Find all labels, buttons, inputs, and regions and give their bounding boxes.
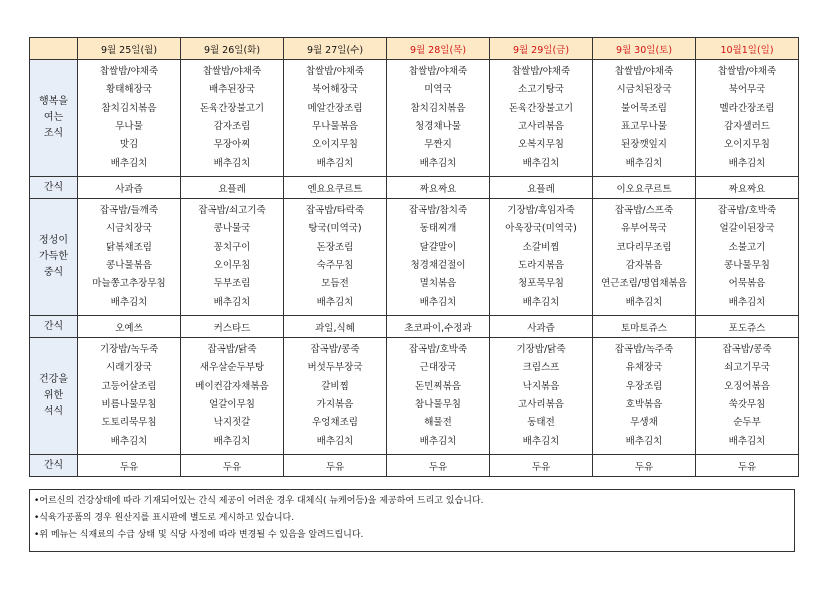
menu-item: 우엉채조림: [312, 417, 358, 429]
note-line: •위 메뉴는 식재료의 수급 상태 및 식당 사정에 따라 변경될 수 있음을 알려드립니다.: [34, 530, 364, 540]
menu-item: 오이무침: [213, 260, 251, 271]
menu-item: 꽁치구이: [213, 241, 251, 253]
meal-cell: [284, 199, 387, 316]
menu-item: 잡곡밥/들깨죽: [99, 204, 159, 216]
snack-cell: 두유: [593, 455, 696, 477]
meal-cell: [284, 60, 387, 177]
menu-item: 배추김치: [625, 435, 663, 447]
menu-item: 배추김치: [522, 296, 560, 308]
menu-item: 돈육간장불고기: [199, 102, 265, 114]
menu-item: 잡곡밥/호박죽: [408, 343, 468, 355]
meal-label: [30, 338, 78, 455]
menu-item: 불어묵조림: [621, 102, 667, 114]
day-header: 9월 28일(목): [387, 38, 490, 60]
menu-item: 참치김치볶음: [101, 102, 157, 114]
meal-cell: [78, 199, 181, 316]
menu-item: 소고기탕국: [518, 84, 564, 96]
meal-cell: [181, 60, 284, 177]
note-line: •어르신의 건강상태에 따라 기재되어있는 간식 제공이 어려운 경우 대체식( 뉴케어등)을 제공하여 드리고 있습니다.: [34, 496, 484, 506]
menu-item: 갈비찜: [321, 380, 349, 392]
menu-item: 잡곡밥/쇠고기죽: [198, 204, 266, 216]
menu-item: 기장밥/닭죽: [516, 343, 566, 355]
menu-item: 시금치장국: [106, 223, 152, 235]
meal-cell: [490, 338, 593, 455]
menu-item: 북어해장국: [312, 84, 358, 96]
menu-item: 아욱장국(미역국): [505, 223, 577, 235]
snack-row: [30, 177, 799, 199]
meal-row: [30, 338, 799, 455]
menu-item: 오징어볶음: [724, 380, 770, 392]
menu-item: 배추김치: [728, 435, 766, 447]
day-header: 9월 26일(화): [181, 38, 284, 60]
meal-cell: [78, 338, 181, 455]
snack-cell: 두유: [696, 455, 799, 477]
meal-row: [30, 199, 799, 316]
menu-item: 찹쌀밥/야채죽: [717, 65, 777, 77]
menu-item: 기장밥/녹두죽: [99, 343, 159, 355]
meal-cell: [593, 60, 696, 177]
day-header: 9월 30일(토): [593, 38, 696, 60]
meal-cell: [696, 338, 799, 455]
menu-item: 시금치된장국: [616, 84, 672, 96]
meal-cell: [181, 199, 284, 316]
menu-item: 배추김치: [316, 296, 354, 308]
menu-item: 청포묵무침: [518, 278, 564, 290]
menu-item: 유채장국: [625, 362, 663, 374]
menu-item: 배추김치: [316, 435, 354, 447]
menu-item: 무짠지: [424, 139, 452, 151]
snack-cell: 두유: [181, 455, 284, 477]
menu-item: 콩나물국: [213, 223, 251, 235]
menu-item: 배추김치: [728, 296, 766, 308]
menu-item: 표고무나물: [621, 121, 667, 132]
menu-item: 얼갈이무침: [209, 399, 255, 410]
snack-cell: 이오요쿠르트: [593, 177, 696, 199]
snack-cell: 요플레: [181, 177, 284, 199]
meal-label: [30, 199, 78, 316]
meal-row: [30, 60, 799, 177]
meal-label-text: 건강을 위한 석식: [39, 374, 68, 417]
menu-item: 고사리볶음: [518, 399, 564, 410]
snack-row: [30, 455, 799, 477]
snack-cell: 포도쥬스: [696, 316, 799, 338]
meal-cell: [78, 60, 181, 177]
menu-item: 감자볶음: [625, 260, 663, 271]
snack-cell: 두유: [284, 455, 387, 477]
meal-cell: [387, 199, 490, 316]
snack-cell: 두유: [490, 455, 593, 477]
menu-item: 오이지무침: [724, 139, 770, 151]
menu-item: 황태해장국: [106, 84, 152, 96]
menu-item: 메알간장조림: [307, 102, 363, 114]
menu-item: 미역국: [424, 84, 452, 96]
notes-box: [29, 489, 795, 552]
snack-cell: 요플레: [490, 177, 593, 199]
snack-cell: 과일,식혜: [284, 316, 387, 338]
menu-item: 근대장국: [419, 362, 457, 374]
snack-cell: 토마토쥬스: [593, 316, 696, 338]
menu-item: 돈육간장불고기: [508, 102, 574, 114]
menu-item: 어묵볶음: [728, 278, 766, 290]
menu-item: 배추김치: [213, 157, 251, 169]
menu-item: 탕국(미역국): [308, 223, 362, 235]
menu-item: 얼갈이된장국: [719, 223, 775, 235]
snack-label: 간식: [30, 316, 78, 338]
weekly-menu-table: [29, 37, 799, 477]
menu-item: 돈민찌볶음: [415, 380, 461, 392]
header-row: [30, 38, 799, 60]
menu-item: 배추김치: [625, 157, 663, 169]
meal-cell: [387, 60, 490, 177]
menu-item: 크림스프: [522, 362, 560, 374]
menu-item: 배추김치: [522, 157, 560, 169]
menu-item: 배추김치: [213, 435, 251, 447]
menu-item: 콩나물볶음: [106, 260, 152, 271]
menu-item: 마늘쫑고추장무침: [92, 278, 166, 290]
snack-cell: 초코파이,수정과: [387, 316, 490, 338]
meal-cell: [387, 338, 490, 455]
menu-item: 무생채: [630, 417, 658, 429]
menu-item: 쇠고기무국: [724, 362, 770, 374]
menu-item: 가지볶음: [316, 399, 354, 410]
menu-item: 배추김치: [316, 157, 354, 169]
menu-item: 찹쌀밥/야채죽: [408, 65, 468, 77]
menu-item: 찹쌀밥/야채죽: [614, 65, 674, 77]
meal-cell: [593, 199, 696, 316]
meal-cell: [696, 199, 799, 316]
menu-item: 감자샐러드: [724, 121, 770, 132]
menu-item: 고사리볶음: [518, 121, 564, 132]
menu-item: 청경채나물: [415, 121, 461, 132]
menu-item: 베이컨감자채볶음: [195, 380, 269, 392]
menu-item: 멜라간장조림: [719, 102, 775, 114]
menu-item: 잡곡밥/참치죽: [408, 204, 468, 216]
meal-cell: [696, 60, 799, 177]
menu-item: 달걀말이: [419, 241, 457, 253]
menu-item: 소불고기: [728, 241, 766, 253]
menu-item: 찹쌀밥/야채죽: [202, 65, 262, 77]
day-header: 9월 25일(월): [78, 38, 181, 60]
meal-label-text: 행복을 여는 조식: [39, 96, 68, 139]
menu-item: 청경채겉절이: [410, 260, 466, 271]
menu-item: 호박볶음: [625, 399, 663, 410]
menu-item: 도토리묵무침: [101, 417, 157, 429]
menu-item: 오이지무침: [312, 139, 358, 151]
menu-item: 배추김치: [419, 157, 457, 169]
note-line: •식육가공품의 경우 원산지를 표시판에 별도로 게시하고 있습니다.: [34, 513, 295, 523]
menu-item: 배추김치: [419, 435, 457, 447]
menu-item: 숙주무침: [316, 260, 354, 271]
menu-item: 찹쌀밥/야채죽: [305, 65, 365, 77]
menu-item: 배추김치: [625, 296, 663, 308]
menu-item: 잡곡밥/콩죽: [310, 343, 360, 355]
menu-item: 유부어묵국: [621, 223, 667, 235]
menu-item: 시래기장국: [106, 362, 152, 374]
menu-item: 모듬전: [321, 278, 349, 290]
meal-cell: [181, 338, 284, 455]
menu-item: 감자조림: [213, 121, 251, 132]
menu-item: 배추김치: [213, 296, 251, 308]
menu-item: 닭볶채조림: [106, 241, 152, 253]
menu-item: 멸치볶음: [419, 278, 457, 290]
menu-item: 북어무국: [728, 84, 766, 96]
snack-cell: 사과즙: [490, 316, 593, 338]
menu-item: 연근조림/명엽채볶음: [601, 278, 687, 290]
menu-item: 배추김치: [110, 296, 148, 308]
menu-item: 배추김치: [728, 157, 766, 169]
menu-item: 비름나물무침: [101, 399, 157, 410]
day-header: 9월 29일(금): [490, 38, 593, 60]
menu-item: 낙지볶음: [522, 380, 560, 392]
snack-cell: 오예쓰: [78, 316, 181, 338]
menu-item: 동태찌개: [419, 223, 457, 235]
menu-item: 무장아찌: [213, 139, 251, 151]
meal-cell: [284, 338, 387, 455]
meal-cell: [490, 60, 593, 177]
day-header: 10월1일(일): [696, 38, 799, 60]
snack-cell: 사과즙: [78, 177, 181, 199]
snack-label: 간식: [30, 455, 78, 477]
menu-item: 기장밥/흑임자죽: [507, 204, 575, 216]
snack-cell: 두유: [78, 455, 181, 477]
menu-item: 찹쌀밥/야채죽: [99, 65, 159, 77]
menu-item: 잡곡밥/녹주죽: [614, 343, 674, 355]
menu-item: 잡곡밥/콩죽: [722, 343, 772, 355]
menu-item: 낙지젓갈: [213, 417, 251, 429]
menu-item: 된장깻잎지: [621, 139, 667, 151]
menu-item: 맛김: [119, 139, 139, 151]
menu-item: 배추김치: [522, 435, 560, 447]
menu-item: 배추김치: [110, 157, 148, 169]
menu-item: 잡곡밥/스프죽: [614, 204, 674, 216]
menu-item: 도라지볶음: [518, 260, 564, 271]
menu-item: 참치김치볶음: [410, 102, 466, 114]
meal-label: [30, 60, 78, 177]
meal-label-text: 정성이 가득한 중식: [39, 235, 68, 278]
menu-item: 고등어살조림: [101, 380, 157, 392]
menu-item: 무나물: [115, 121, 143, 132]
meal-cell: [490, 199, 593, 316]
snack-cell: 짜요짜요: [696, 177, 799, 199]
snack-row: [30, 316, 799, 338]
menu-item: 배추김치: [110, 435, 148, 447]
menu-item: 소갈비찜: [522, 241, 560, 253]
menu-item: 동태전: [527, 417, 555, 429]
snack-label: 간식: [30, 177, 78, 199]
menu-item: 우장조림: [625, 380, 663, 392]
menu-item: 콩나물무침: [724, 260, 770, 271]
menu-item: 해물전: [424, 417, 452, 429]
snack-cell: 짜요짜요: [387, 177, 490, 199]
meal-cell: [593, 338, 696, 455]
menu-item: 코다리무조림: [616, 241, 672, 253]
menu-item: 무나물볶음: [312, 121, 358, 132]
menu-item: 배추김치: [419, 296, 457, 308]
snack-cell: 두유: [387, 455, 490, 477]
snack-cell: 커스타드: [181, 316, 284, 338]
menu-item: 두부조림: [213, 278, 251, 290]
menu-item: 새우살순두부탕: [199, 362, 265, 374]
menu-item: 버섯두부장국: [307, 362, 363, 374]
menu-item: 잡곡밥/타락죽: [305, 204, 365, 216]
menu-item: 배추된장국: [209, 84, 255, 96]
snack-cell: 엔요요쿠르트: [284, 177, 387, 199]
day-header: 9월 27일(수): [284, 38, 387, 60]
menu-item: 잡곡밥/닭죽: [207, 343, 257, 355]
menu-item: 쑥갓무침: [728, 399, 766, 410]
menu-item: 돈장조림: [316, 241, 354, 253]
menu-item: 참나물무침: [415, 399, 461, 410]
menu-item: 찹쌀밥/야채죽: [511, 65, 571, 77]
menu-item: 잡곡밥/호박죽: [717, 204, 777, 216]
menu-item: 순두부: [733, 417, 761, 429]
menu-item: 오복지무침: [518, 139, 564, 151]
header-corner: [30, 38, 78, 60]
